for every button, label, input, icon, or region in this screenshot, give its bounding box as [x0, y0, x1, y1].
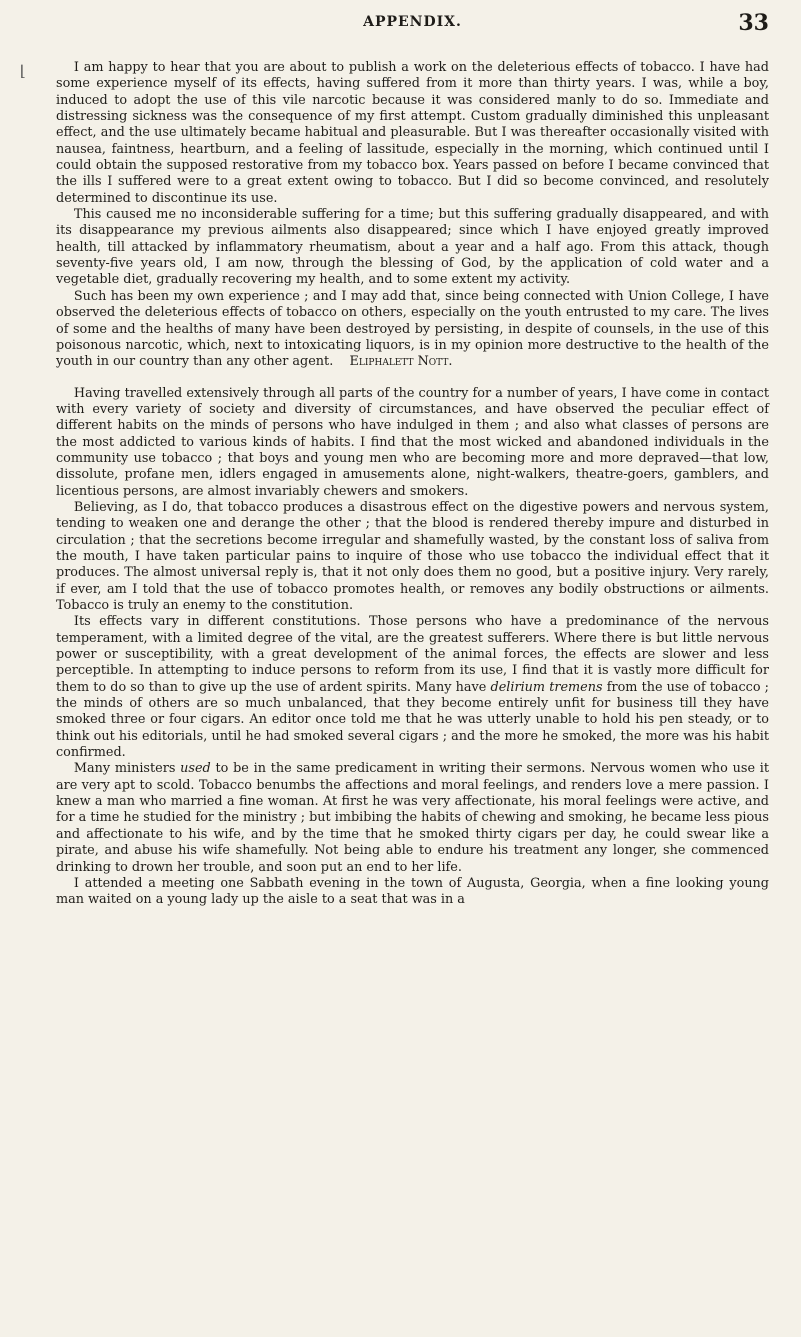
paragraph-text: from the use of tobacco ; the minds of others are so much unbalanced, that they become entirely unfit for business till they have smoked three or four cigars. An editor once told me that he was utterly unable to hold his pen steady, or to think out his editorials, until he had smoked several cigars ; and the more he smoked, the more was his habit confirmed. [56, 679, 769, 761]
page-body [56, 60, 769, 909]
page-number: 33 [738, 10, 769, 36]
paragraph: This caused me no inconsiderable suffering for a time; but this suffering gradually disappeared, and with its disappearance my previous ailments also disappeared; since which I have enjoyed greatly improved health, till attacked by inflammatory rheumatism, about a year and a half ago. From this attack, though seventy-five years old, I am now, through the blessing of God, by the application of cold water and a vegetable diet, gradually recovering my health, and to some extent my activity. [56, 207, 769, 288]
paragraph-text: to be in the same predicament in writing their sermons. Nervous women who use it are very apt to scold. Tobacco benumbs the affections and moral feelings, and renders love a mere passion. I knew a man who married a fine woman. At first he was very affectionate, his moral feelings were active, and for a time he studied for the ministry ; but imbibing the habits of chewing and smoking, he became less pious and affectionate to his wife, and by the time that he smoked thirty cigars per day, he could swear like a pirate, and abuse his wife shamefully. Not being able to endure his treatment any longer, she commenced drinking to drown her trouble, and soon put an end to her life. [56, 761, 770, 875]
margin-mark: ⌊ [20, 62, 26, 80]
paragraph [56, 614, 769, 761]
italic-word: used [180, 761, 211, 777]
page-header [56, 10, 769, 44]
paragraph-text: Its effects vary in different constitutions. Those persons who have a predominance of the nervous temperament, with a limited degree of the vital, are the greatest sufferers. Where there is but little nervous power or susceptibility, with a great development of the animal forces, the effects are slower and less perceptible. In attempting to induce persons to reform from its use, I find that it is vastly more difficult for them to do so than to give up the use of ardent spirits. Many have [56, 614, 769, 695]
italic-phrase: delirium tremens [490, 679, 603, 695]
paragraph-text: Such has been my own experience ; and I may add that, since being connected with Union College, I have observed the deleterious effects of tobacco on others, especially on the youth entrusted to my care. The lives of some and the healths of many have been destroyed by persisting, in despite of counsels, in the use of this poisonous narcotic, which, next to intoxicating liquors, is in my opinion more destructive to the health of the youth in our country than any other agent. [56, 288, 769, 370]
letter-nott [56, 60, 769, 371]
paragraph: I attended a meeting one Sabbath evening in the town of Augusta, Georgia, when a fine looking young man waited on a young lady up the aisle to a seat that was in a [56, 875, 769, 908]
paragraph: I am happy to hear that you are about to publish a work on the deleterious effects of tobacco. I have had some experience myself of its effects, having suffered from it more than thirty years. I was, while a boy, induced to adopt the use of this vile narcotic because it was considered manly to do so. Immediate and distressing sickness was the consequence of my first attempt. Custom gradually diminished this unpleasant effect, and the use ultimately became habitual and pleasurable. But I was thereafter occasionally visited with nausea, faintness, heartburn, and a feeling of lassitude, especially in the morning, which continued until I could obtain the supposed restorative from my tobacco box. Years passed on before I became convinced that the ills I suffered were to a great extent owing to tobacco. But I did so become convinced, and resolutely determined to discontinue its use. [56, 60, 769, 206]
signature: Eliphalett Nott. [349, 354, 453, 370]
paragraph-text: Many ministers [73, 761, 176, 777]
paragraph: Believing, as I do, that tobacco produces a disastrous effect on the digestive powers and nervous system, tending to weaken one and derange the other ; that the blood is rendered thereby impure and disturbed in circulation ; that the secretions become irregular and shamefully wasted, by the constant loss of saliva from the mouth, I have taken particular pains to inquire of those who use tobacco the individual effect that it produces. The almost universal reply is, that it not only does them no good, but a positive injury. Very rarely, if ever, am I told that the use of tobacco promotes health, or removes any bodily obstructions or ailments. Tobacco is truly an enemy to the constitution. [56, 499, 769, 613]
section-gap [56, 371, 769, 386]
running-head: APPENDIX. [363, 14, 462, 30]
paragraph [56, 289, 769, 371]
paragraph: Having travelled extensively through all parts of the country for a number of years, I have come in contact with every variety of society and diversity of circumstances, and have observed the peculiar effect of different habits on the minds of persons who have indulged in them ; and also what classes of persons are the most addicted to various kinds of habits. I find that the most wicked and abandoned individuals in the community use tobacco ; that boys and young men who are becoming more and more depraved—that low, dissolute, profane men, idlers engaged in amusements alone, night-walkers, theatre-goers, gamblers, and licentious persons, are almost invariably chewers and smokers. [56, 385, 769, 499]
letter-second [56, 386, 769, 909]
paragraph [56, 761, 769, 875]
